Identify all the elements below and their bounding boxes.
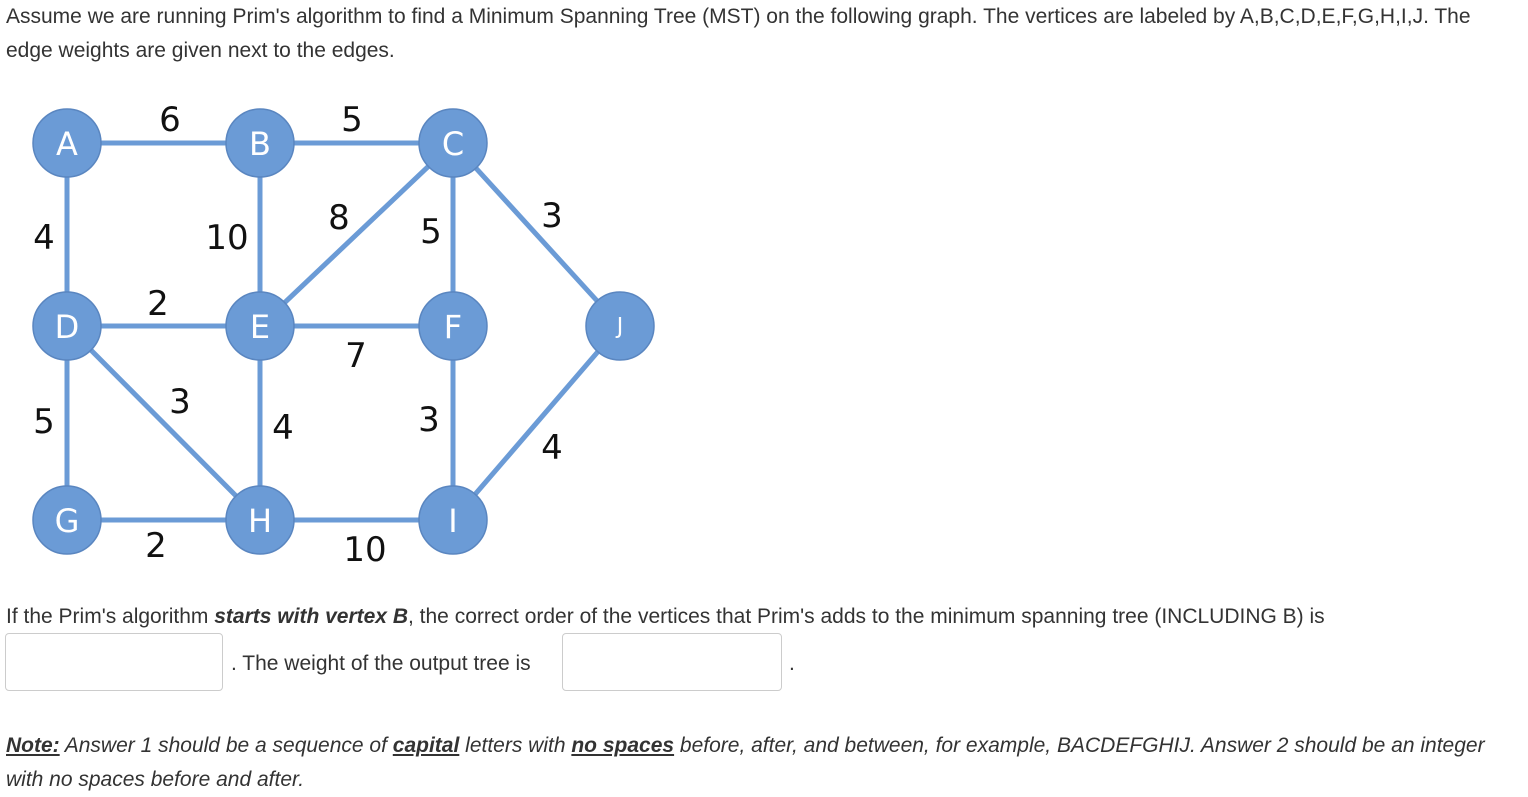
note-label: Note: (6, 734, 60, 757)
answer2-input[interactable] (562, 633, 782, 691)
vertex-i (419, 486, 487, 554)
vertex-f (419, 292, 487, 360)
vertex-label-g: G (54, 502, 80, 540)
question-emphasis: starts with vertex B (214, 605, 408, 628)
graph-diagram (0, 90, 700, 580)
vertex-b (226, 109, 294, 177)
nodes-layer (33, 109, 654, 554)
weight-label-b-c: 5 (341, 100, 363, 140)
vertex-label-c: C (441, 125, 465, 163)
question-part1: If the Prim's algorithm (6, 605, 215, 628)
vertex-label-h: H (247, 502, 273, 540)
edge-d-h (67, 326, 260, 520)
weight-label-c-e: 8 (328, 198, 350, 238)
weight-label-e-f: 7 (345, 336, 367, 376)
vertex-e (226, 292, 294, 360)
vertex-h (226, 486, 294, 554)
vertex-label-a: A (56, 125, 78, 163)
question-part2: , the correct order of the vertices that Prim's adds to the minimum spanning tree (INCLUDING B) is (408, 605, 1325, 628)
weight-label-f-i: 3 (418, 400, 440, 440)
weight-label-i-j: 4 (541, 428, 563, 468)
vertex-label-i: I (448, 502, 458, 540)
weight-label-g-h: 2 (145, 526, 167, 566)
vertex-g (33, 486, 101, 554)
vertex-j (586, 292, 654, 360)
weight-label-d-g: 5 (33, 402, 55, 442)
vertex-label-f: F (443, 308, 463, 346)
note-emphasis-capital: capital (392, 734, 460, 757)
edge-c-j (453, 143, 620, 326)
weight-label-d-e: 2 (147, 284, 169, 324)
question-text (6, 600, 1325, 634)
vertex-label-d: D (54, 308, 80, 346)
vertex-label-b: B (249, 125, 271, 163)
intro-text: Assume we are running Prim's algorithm to find a Minimum Spanning Tree (MST) on the following graph. The vertices are labeled by A,B,C,D,E,F,G,H,I,J. The edge weights are given next to the edges. (6, 5, 1471, 62)
vertex-c (419, 109, 487, 177)
weight-label-a-b: 6 (159, 100, 181, 140)
vertex-d (33, 292, 101, 360)
answer-between-text: . The weight of the output tree is (231, 652, 531, 675)
answer-end-text: . (789, 652, 795, 675)
weight-label-b-e: 10 (205, 218, 249, 258)
weight-label-d-h: 3 (169, 382, 191, 422)
note-text-3: before, after, and between, for example, BACDEFGHIJ. Answer 2 should be an integer with no spaces before and after. (6, 734, 1485, 791)
note-text-2: letters with (459, 734, 572, 757)
weight-label-c-f: 5 (420, 212, 442, 252)
note-text-1: Answer 1 should be a sequence of (59, 734, 393, 757)
weight-label-c-j: 3 (541, 196, 563, 236)
weight-label-a-d: 4 (33, 218, 55, 258)
answer1-input[interactable] (5, 633, 223, 691)
vertex-label-j: J (616, 314, 624, 340)
note-section (6, 729, 1521, 797)
weight-label-h-i: 10 (343, 530, 387, 570)
note-emphasis-no-spaces: no spaces (571, 734, 675, 757)
vertex-a (33, 109, 101, 177)
vertex-label-e: E (249, 308, 271, 346)
problem-intro (6, 0, 1521, 68)
weight-label-e-h: 4 (272, 408, 294, 448)
edge-i-j (453, 326, 620, 520)
